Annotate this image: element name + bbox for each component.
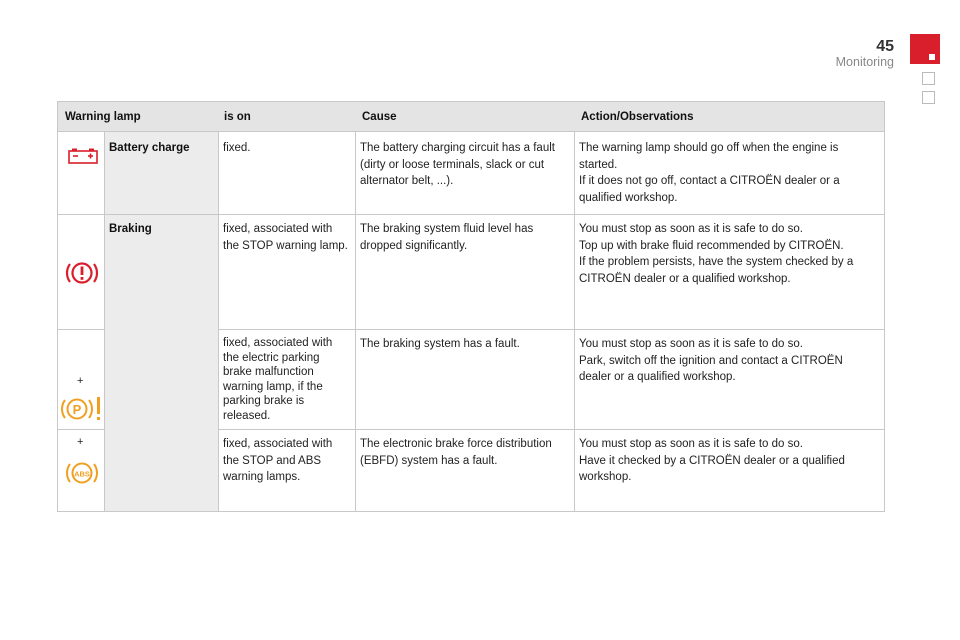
action-cell: You must stop as soon as it is safe to do so. Top up with brake fluid recommended by CITROËN. If the problem persists, have the system checked by a CITROËN dealer or a qualified workshop. bbox=[579, 223, 854, 285]
cause-cell: The braking system fluid level has dropped significantly. bbox=[360, 223, 534, 252]
brake-warning-icon bbox=[65, 258, 99, 293]
section-title: Monitoring bbox=[835, 55, 894, 69]
column-header: Action/Observations bbox=[581, 111, 694, 123]
action-cell: You must stop as soon as it is safe to do so. Have it checked by a CITROËN dealer or a qualified workshop. bbox=[579, 438, 845, 483]
abs-icon bbox=[65, 458, 99, 493]
action-cell: You must stop as soon as it is safe to do so. Park, switch off the ignition and contact a CITROËN dealer or a qualified workshop. bbox=[579, 338, 843, 383]
svg-text:P: P bbox=[72, 402, 82, 417]
chapter-tab-active[interactable] bbox=[910, 34, 940, 64]
is-on-cell: fixed, associated with the STOP warning lamp. bbox=[223, 223, 348, 252]
lamp-name-battery: Battery charge bbox=[109, 142, 190, 154]
is-on-cell: fixed, associated with the electric parking brake malfunction warning lamp, if the parking brake is released. bbox=[223, 337, 333, 422]
chapter-tab[interactable] bbox=[922, 91, 935, 104]
column-header: Cause bbox=[362, 111, 397, 123]
page-number: 45 bbox=[876, 38, 894, 55]
warning-lamp-table bbox=[57, 101, 885, 512]
column-header: Warning lamp bbox=[65, 111, 141, 123]
cause-cell: The battery charging circuit has a fault (dirty or loose terminals, slack or cut alternator belt, ...). bbox=[360, 142, 555, 187]
column-header: is on bbox=[224, 111, 251, 123]
chapter-tab[interactable] bbox=[922, 72, 935, 85]
parking-brake-icon bbox=[60, 394, 104, 429]
is-on-cell: fixed. bbox=[223, 142, 251, 154]
table-body bbox=[57, 132, 885, 512]
battery-warning-icon bbox=[68, 148, 98, 169]
svg-text:ABS: ABS bbox=[74, 469, 90, 479]
plus-sign: + bbox=[77, 436, 84, 448]
plus-sign: + bbox=[77, 375, 84, 387]
lamp-name-column bbox=[104, 132, 218, 511]
cause-cell: The braking system has a fault. bbox=[360, 338, 520, 350]
action-cell: The warning lamp should go off when the engine is started. If it does not go off, contact a CITROËN dealer or a qualified workshop. bbox=[579, 142, 840, 204]
cause-cell: The electronic brake force distribution (EBFD) system has a fault. bbox=[360, 438, 552, 467]
lamp-name-braking: Braking bbox=[109, 223, 152, 235]
is-on-cell: fixed, associated with the STOP and ABS warning lamps. bbox=[223, 438, 333, 483]
table-header bbox=[57, 101, 885, 132]
